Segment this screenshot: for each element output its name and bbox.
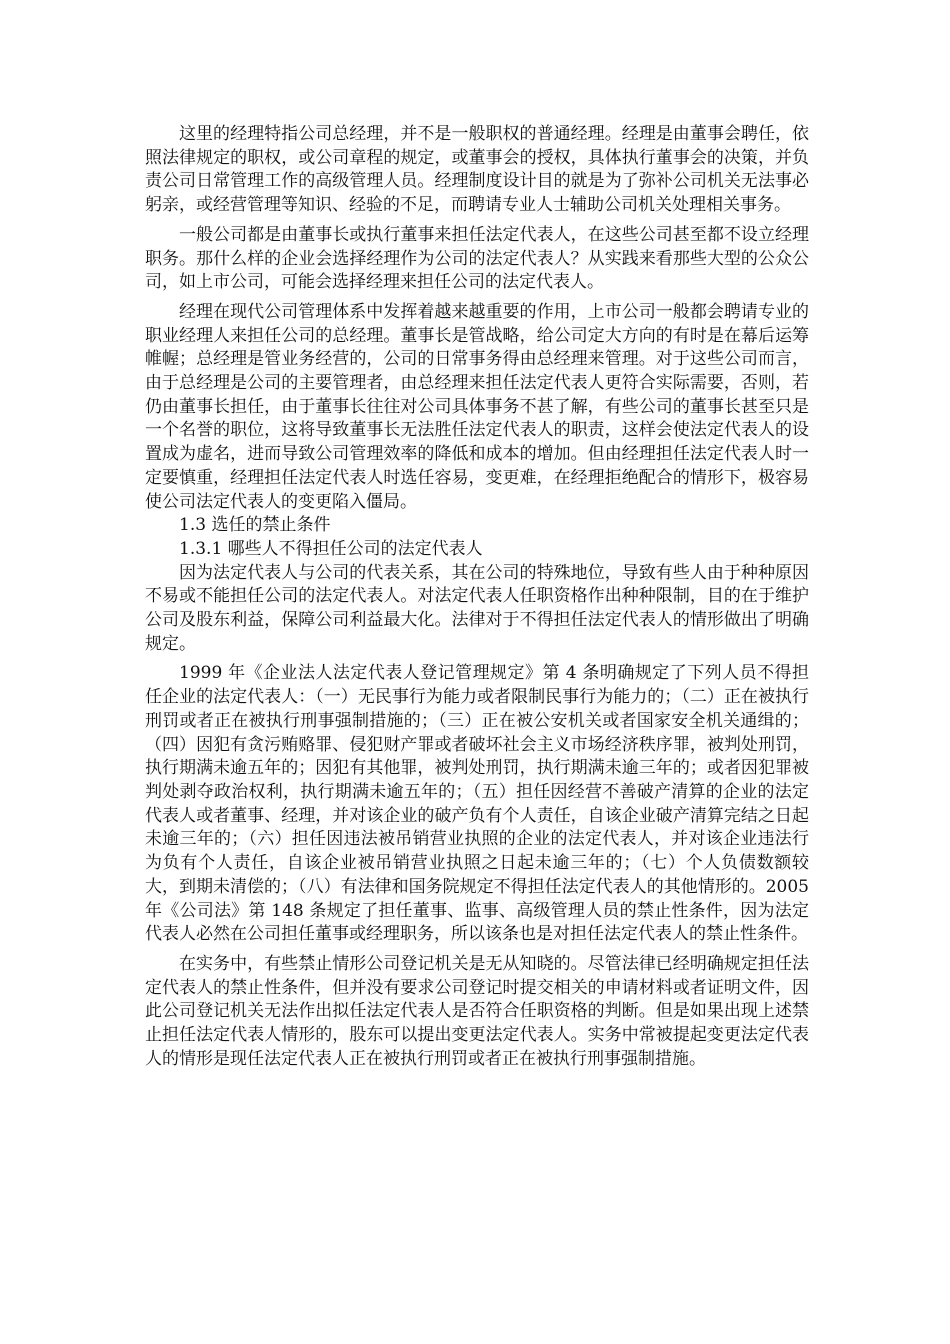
paragraph-manager-definition: 这里的经理特指公司总经理，并不是一般职权的普通经理。经理是由董事会聘任，依照法律规定的职权，或公司章程的规定，或董事会的授权，具体执行董事会的决策，并负责公司日常管理工作的高级管理人员。经理制度设计目的就是为了弥补公司机关无法事必躬亲，或经营管理等知识、经验的不足，而聘请专业人士辅助公司机关处理相关事务。 — [145, 124, 809, 216]
document-body — [145, 123, 809, 1071]
paragraph-restrictions-intro: 因为法定代表人与公司的代表关系，其在公司的特殊地位，导致有些人由于种种原因不易或不能担任公司的法定代表人。对法定代表人任职资格作出种种限制，目的在于维护公司及股东利益，保障公司利益最大化。法律对于不得担任法定代表人的情形做出了明确规定。 — [145, 562, 809, 654]
section-heading-1-3: 1.3 选任的禁止条件 — [179, 515, 331, 536]
section-heading-1-3-1: 1.3.1 哪些人不得担任公司的法定代表人 — [179, 538, 483, 559]
paragraph-chairman-as-representative: 一般公司都是由董事长或执行董事来担任法定代表人，在这些公司甚至都不设立经理职务。那什么样的企业会选择经理作为公司的法定代表人？从实践来看那些大型的公众公司，如上市公司，可能会选择经理来担任公司的法定代表人。 — [145, 224, 809, 293]
paragraph-practice: 在实务中，有些禁止情形公司登记机关是无从知晓的。尽管法律已经明确规定担任法定代表人的禁止性条件，但并没有要求公司登记时提交相关的申请材料或者证明文件，因此公司登记机关无法作出拟任法定代表人是否符合任职资格的判断。但是如果出现上述禁止担任法定代表人情形的，股东可以提出变更法定代表人。实务中常被提起变更法定代表人的情形是现任法定代表人正在被执行刑罚或者正在被执行刑事强制措施。 — [145, 953, 809, 1069]
paragraph-1999-regulation: 1999 年《企业法人法定代表人登记管理规定》第 4 条明确规定了下列人员不得担任企业的法定代表人：（一）无民事行为能力或者限制民事行为能力的；（二）正在被执行刑罚或者正在被执行刑事强制措施的；（三）正在被公安机关或者国家安全机关通缉的；（四）因犯有贪污贿赂罪、侵犯财产罪或者破坏社会主义市场经济秩序罪，被判处刑罚，执行期满未逾五年的；因犯有其他罪，被判处刑罚，执行期满未逾三年的；或者因犯罪被判处剥夺政治权利，执行期满未逾五年的；（五）担任因经营不善破产清算的企业的法定代表人或者董事、经理，并对该企业的破产负有个人责任，自该企业破产清算完结之日起未逾三年的；（六）担任因违法被吊销营业执照的企业的法定代表人，并对该企业违法行为负有个人责任，自该企业被吊销营业执照之日起未逾三年的；（七）个人负债数额较大，到期未清偿的；（八）有法律和国务院规定不得担任法定代表人的其他情形的。2005 年《公司法》第 148 条规定了担任董事、监事、高级管理人员的禁止性条件，因为法定代表人必然在公司担任董事或经理职务，所以该条也是对担任法定代表人的禁止性条件。 — [145, 663, 809, 945]
paragraph-manager-role: 经理在现代公司管理体系中发挥着越来越重要的作用，上市公司一般都会聘请专业的职业经理人来担任公司的总经理。董事长是管战略，给公司定大方向的有时是在幕后运筹帷幄；总经理是管业务经营的，公司的日常事务得由总经理来管理。对于这些公司而言，由于总经理是公司的主要管理者，由总经理来担任法定代表人更符合实际需要，否则，若仍由董事长担任，由于董事长往往对公司具体事务不甚了解，有些公司的董事长甚至只是一个名誉的职位，这将导致董事长无法胜任法定代表人的职责，这样会使法定代表人的设置成为虚名，进而导致公司管理效率的降低和成本的增加。但由经理担任法定代表人时一定要慎重，经理担任法定代表人时选任容易，变更难，在经理拒绝配合的情形下，极容易使公司法定代表人的变更陷入僵局。 — [145, 301, 809, 512]
